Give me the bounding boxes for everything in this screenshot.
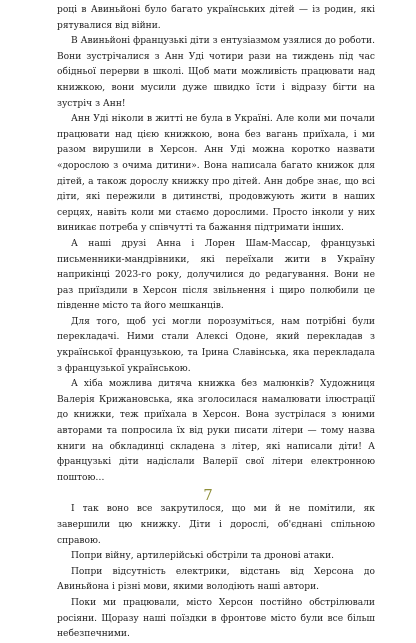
page-text xyxy=(57,3,375,643)
paragraph-8: Попри війну, артилерійські обстріли та дронові атаки. xyxy=(71,551,335,562)
paragraph-4: А наші друзі Анна і Лорен Шам-Массар, французькі письменники-мандрівники, які переїхали жити в Україну наприкінці 2023-го року, долучилися до редагування. Вони не раз приїздили в Херсон після звільнення і щиро полюбили це південне місто та його мешканців. xyxy=(57,238,375,312)
paragraph-3: Анн Уді ніколи в житті не була в Україні. Але коли ми почали працювати над цією книжкою, вона без вагань приїхала, і ми разом вирушили в Херсон. Анн Уді можна коротко назвати «дорослою з очима дитини». Вона написала багато книжок для дітей, а також дорослу книжку про дітей. Анн добре знає, що всі діти, які пережили в дитинстві, продовжують жити в наших серцях, навіть коли ми стаємо дорослими. Просто інколи у них виникає потреба у співчутті та бажання підтримати інших. xyxy=(57,114,375,234)
paragraph-7: І так воно все закрутилося, що ми й не помітили, як завершили цю книжку. Діти і дорослі, об'єднані спільною справою. xyxy=(57,504,375,546)
paragraph-5: Для того, щоб усі могли порозуміться, нам потрібні були перекладачі. Ними стали Алексі Одоне, який перекладав з української французькою, та Ірина Славінська, яка перекладала з французької українською. xyxy=(57,316,375,374)
paragraph-2: В Авиньйоні французькі діти з ентузіазмом узялися до роботи. Вони зустрічалися з Анн Уді чотири рази на тиждень під час обідньої перерви в школі. Щоб мати можливість працювати над книжкою, вони мусили дуже швидко їсти і відразу бігти на зустріч з Анн! xyxy=(57,36,375,109)
paragraph-9: Попри відсутність електрики, відстань від Херсона до Авиньйона і різні мови, якими володіють наші автори. xyxy=(57,566,375,593)
paragraph-6: А хіба можлива дитяча книжка без малюнків? Художниця Валерія Крижановська, яка зголосилася намалювати ілюстрації до книжки, теж приїхала в Херсон. Вона зустрілася з юними авторами та попросила їх від руки писати літери — тому назва книги на обкладинці складена з літер, які написали діти! А французькі діти надіслали Валерії свої літери електронною поштою… xyxy=(57,379,375,483)
page-number: 7 xyxy=(203,486,213,504)
paragraph-10: Поки ми працювали, місто Херсон постійно обстрілювали росіяни. Щоразу наші поїздки в фронтове місто були все більш небезпечними. xyxy=(57,597,375,640)
paragraph-1: році в Авиньйоні було багато українських дітей — із родин, які рятувалися від війни. xyxy=(57,5,375,31)
